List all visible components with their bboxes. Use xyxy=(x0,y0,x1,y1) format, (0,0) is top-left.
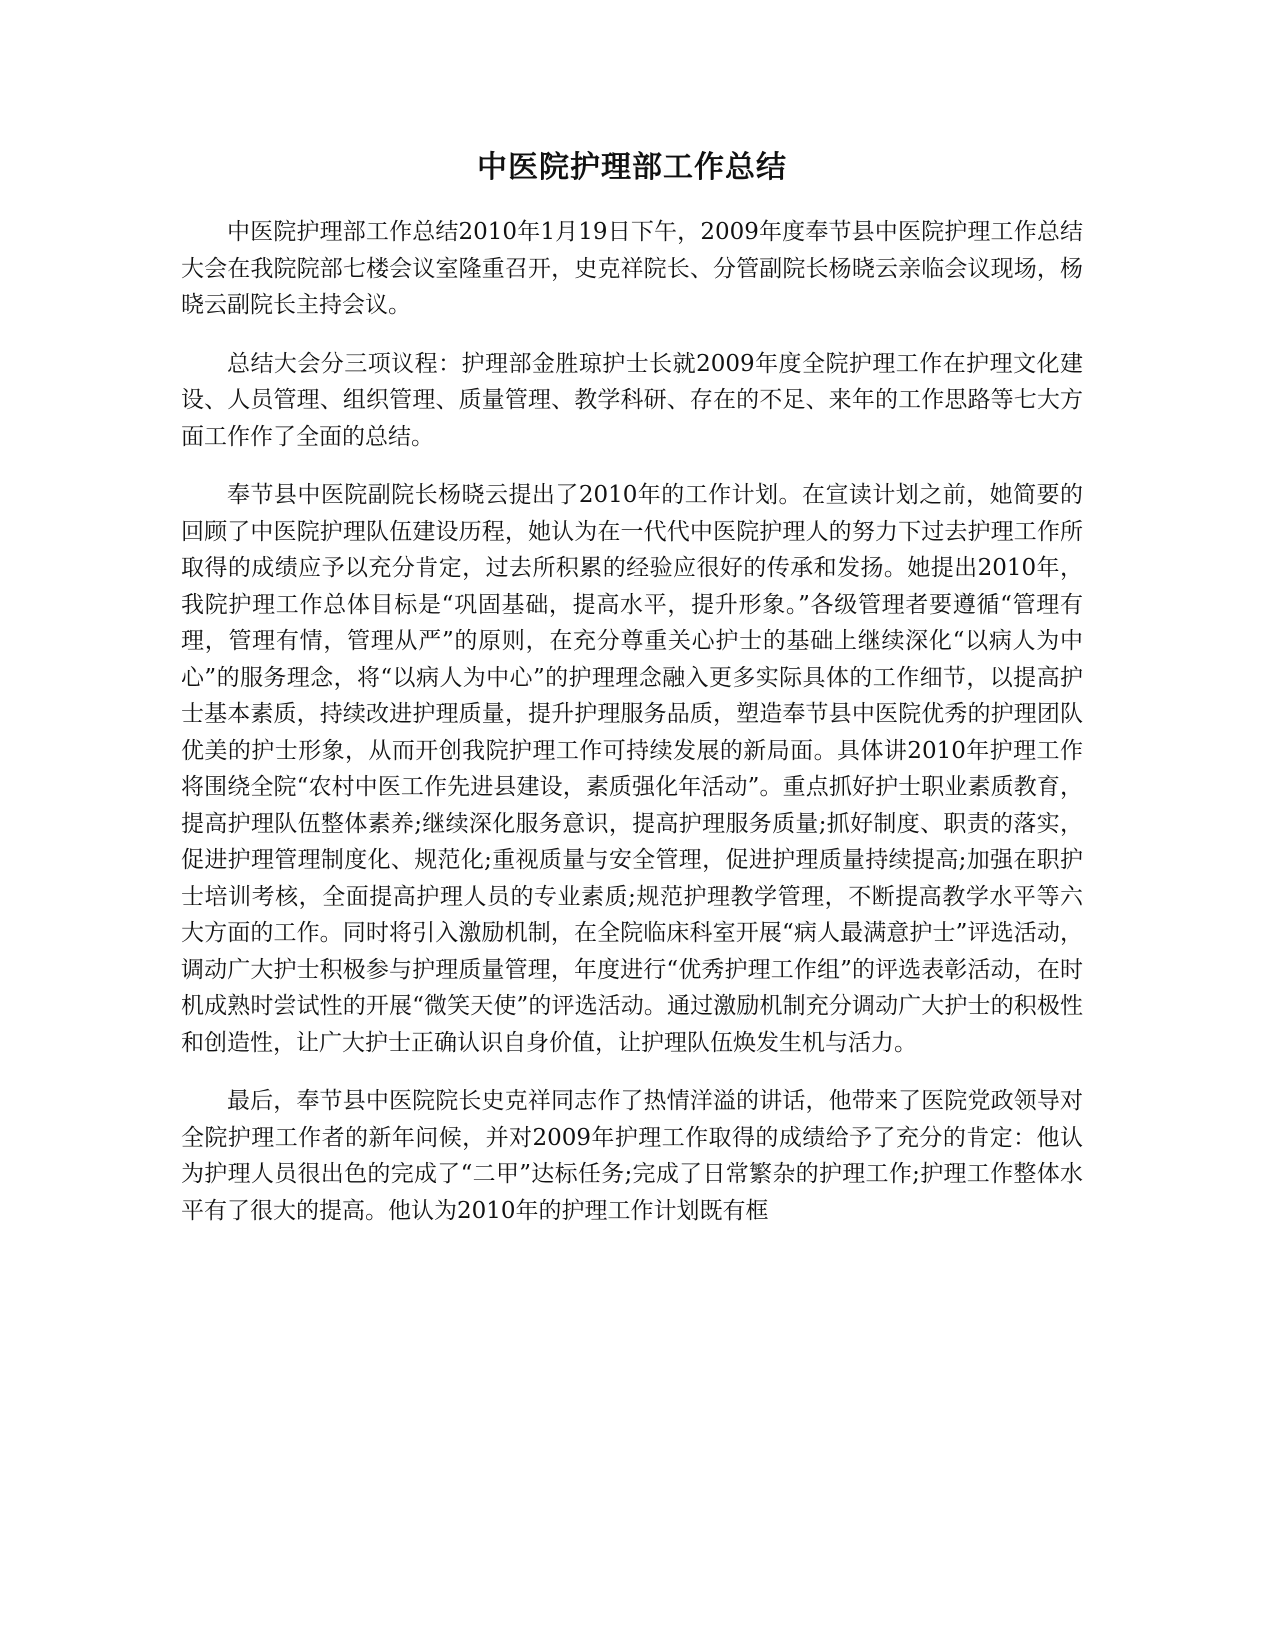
document-title: 中医院护理部工作总结 xyxy=(477,150,787,185)
paragraph-1: 中医院护理部工作总结2010年1月19日下午，2009年度奉节县中医院护理工作总结大会在我院院部七楼会议室隆重召开，史克祥院长、分管副院长杨晓云亲临会议现场，杨晓云副院长主持会议。 xyxy=(181,219,1083,318)
document-page xyxy=(181,0,1083,1650)
paragraph-4: 最后，奉节县中医院院长史克祥同志作了热情洋溢的讲话，他带来了医院党政领导对全院护理工作者的新年问候，并对2009年护理工作取得的成绩给予了充分的肯定：他认为护理人员很出色的完成了“二甲”达标任务;完成了日常繁杂的护理工作;护理工作整体水平有了很大的提高。他认为2010年的护理工作计划既有框 xyxy=(181,1088,1083,1224)
paragraph-3: 奉节县中医院副院长杨晓云提出了2010年的工作计划。在宣读计划之前，她简要的回顾了中医院护理队伍建设历程，她认为在一代代中医院护理人的努力下过去护理工作所取得的成绩应予以充分肯定，过去所积累的经验应很好的传承和发扬。她提出2010年，我院护理工作总体目标是“巩固基础，提高水平，提升形象。”各级管理者要遵循“管理有理，管理有情，管理从严”的原则，在充分尊重关心护士的基础上继续深化“以病人为中心”的服务理念，将“以病人为中心”的护理理念融入更多实际具体的工作细节，以提高护士基本素质，持续改进护理质量，提升护理服务品质，塑造奉节县中医院优秀的护理团队优美的护士形象，从而开创我院护理工作可持续发展的新局面。具体讲2010年护理工作将围绕全院“农村中医工作先进县建设，素质强化年活动”。重点抓好护士职业素质教育，提高护理队伍整体素养;继续深化服务意识，提高护理服务质量;抓好制度、职责的落实，促进护理管理制度化、规范化;重视质量与安全管理，促进护理质量持续提高;加强在职护士培训考核，全面提高护理人员的专业素质;规范护理教学管理，不断提高教学水平等六大方面的工作。同时将引入激励机制，在全院临床科室开展“病人最满意护士”评选活动，调动广大护士积极参与护理质量管理，年度进行“优秀护理工作组”的评选表彰活动，在时机成熟时尝试性的开展“微笑天使”的评选活动。通过激励机制充分调动广大护士的积极性和创造性，让广大护士正确认识自身价值，让护理队伍焕发生机与活力。 xyxy=(181,482,1083,1056)
document-body xyxy=(181,214,1083,1251)
paragraph-2: 总结大会分三项议程：护理部金胜琼护士长就2009年度全院护理工作在护理文化建设、人员管理、组织管理、质量管理、教学科研、存在的不足、来年的工作思路等七大方面工作作了全面的总结。 xyxy=(181,350,1083,450)
